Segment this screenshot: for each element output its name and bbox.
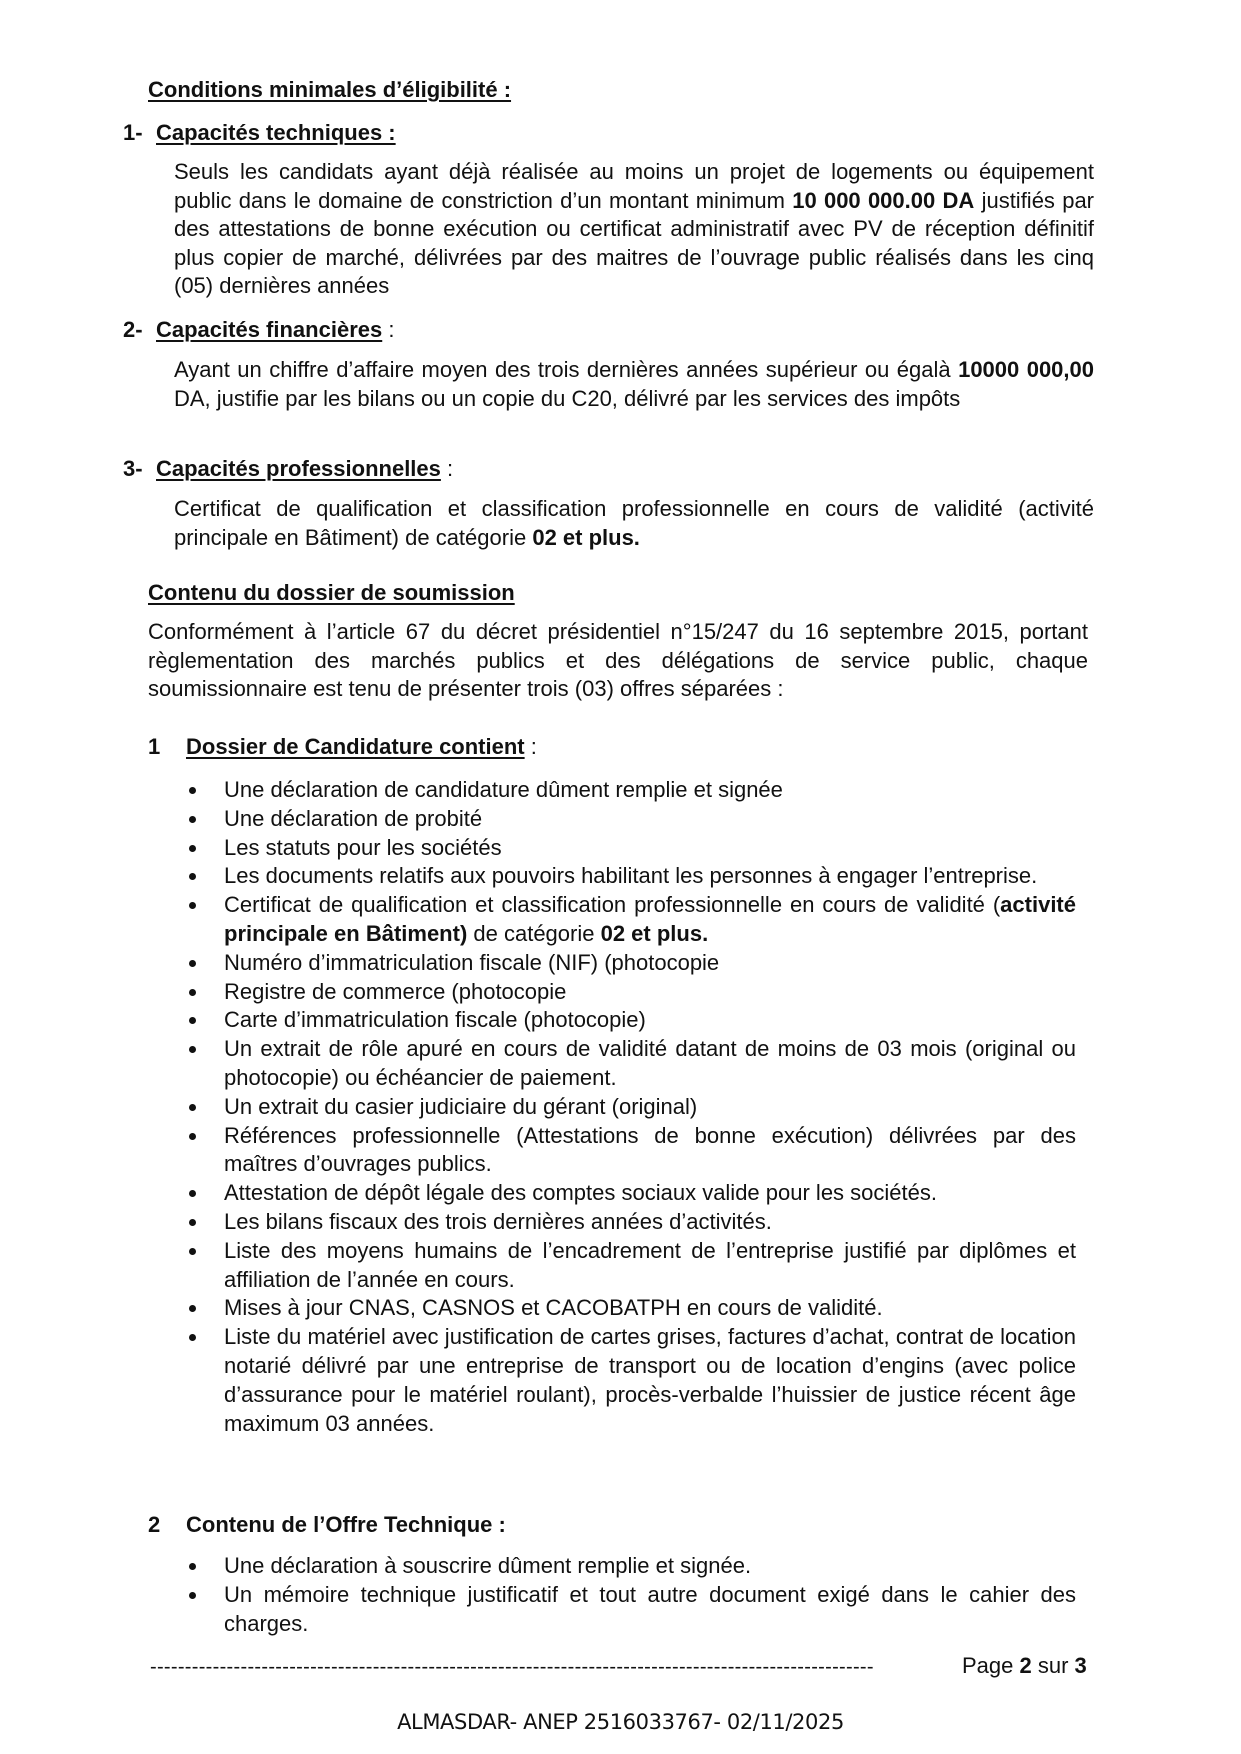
- bold-text: 10000 000,00: [958, 357, 1094, 382]
- section-number: 2: [148, 1512, 161, 1537]
- bullet-icon: [189, 845, 196, 852]
- technical-offer-list: [186, 1552, 1076, 1638]
- text-run: Les statuts pour les sociétés: [224, 834, 502, 860]
- section-number: 3-: [123, 456, 143, 481]
- text-run: de catégorie: [467, 920, 601, 946]
- text-run: Liste des moyens humains de l’encadrement de l’entreprise justifié par diplômes et affiliation de l’année en cours.: [224, 1237, 1076, 1292]
- section-label-suffix: :: [524, 734, 537, 759]
- bullet-icon: [189, 1104, 196, 1111]
- text-run: Carte d’immatriculation fiscale (photocopie): [224, 1007, 646, 1033]
- bullet-icon: [189, 1219, 196, 1226]
- section-label-suffix: :: [440, 456, 454, 481]
- bullet-icon: [189, 1248, 196, 1255]
- bullet-icon: [189, 873, 196, 880]
- section-label: Capacités financières: [156, 317, 383, 342]
- list-item: [186, 1006, 1076, 1035]
- list-item: [186, 1581, 1076, 1639]
- bullet-icon: [189, 1592, 196, 1599]
- list-item: [186, 1552, 1076, 1581]
- text-run: Un mémoire technique justificatif et tout autre document exigé dans le cahier des charges.: [224, 1581, 1076, 1636]
- bullet-icon: [189, 960, 196, 967]
- section-label: Dossier de Candidature contient: [186, 734, 525, 759]
- text-run: Une déclaration à souscrire dûment remplie et signée.: [224, 1553, 752, 1578]
- section-label: Capacités techniques :: [156, 120, 396, 145]
- text-run: Certificat de qualification et classification professionnelle en cours de validité (: [224, 892, 1001, 918]
- bold-text: activité principale en Bâtiment): [224, 892, 1076, 946]
- text-run: Registre de commerce (photocopie: [224, 978, 567, 1004]
- text-run: justifiés par des attestations de bonne exécution ou certificat administratif avec PV de réception définitif plus copier de marché, délivrées par des maitres de l’ouvrage public réalisés dans les cinq (05) dernières années: [174, 187, 1095, 298]
- list-item: [186, 1093, 1076, 1122]
- text-run: Attestation de dépôt légale des comptes sociaux valide pour les sociétés.: [224, 1180, 937, 1206]
- text-run: Seuls les candidats ayant déjà réalisée au moins un projet de logements ou équipement public dans le domaine de constriction d’un montant minimum: [174, 159, 1094, 213]
- list-item: [186, 1323, 1076, 1438]
- text-run: Un extrait de rôle apuré en cours de validité datant de moins de 03 mois (original ou photocopie) ou échéancier de paiement.: [224, 1036, 1076, 1090]
- list-item: [186, 862, 1076, 891]
- section-number: 1: [148, 734, 161, 759]
- bold-text: 02 et plus.: [532, 524, 640, 550]
- text-run: Un extrait du casier judiciaire du gérant (original): [224, 1093, 698, 1119]
- list-item: [186, 1179, 1076, 1208]
- list-item: [186, 978, 1076, 1007]
- page-mid: sur: [1031, 1653, 1075, 1678]
- text-run: Une déclaration de candidature dûment remplie et signée: [224, 777, 783, 802]
- list-item: [186, 1208, 1076, 1237]
- bullet-icon: [189, 1563, 196, 1570]
- text-run: DA, justifie par les bilans ou un copie du C20, délivré par les services des impôts: [174, 385, 961, 411]
- text-run: Liste du matériel avec justification de cartes grises, factures d’achat, contrat de location notarié délivré par une entreprise de transport ou de location d’engins (avec police d’assurance pour le matériel roulant), procès-verbalde l’huissier de justice récent âge maximum 03 années.: [224, 1324, 1076, 1436]
- bullet-icon: [189, 1190, 196, 1197]
- section-label: Contenu de l’Offre Technique :: [186, 1512, 506, 1537]
- section-number: 2-: [123, 317, 143, 342]
- page-prefix: Page: [962, 1653, 1020, 1678]
- list-item: [186, 776, 1076, 805]
- submission-intro: Conformément à l’article 67 du décret présidentiel n°15/247 du 16 septembre 2015, portant règlementation des marchés publics et des délégations de service public, chaque soumissionnaire est tenu de présenter trois (03) offres séparées :: [148, 619, 1088, 701]
- text-run: Certificat de qualification et classification professionnelle en cours de validité (activité principale en Bâtiment) de catégorie: [174, 496, 1094, 550]
- bold-text: 10 000 000.00 DA: [792, 187, 975, 213]
- professional-paragraph: [174, 495, 1094, 552]
- publication-stamp: ALMASDAR- ANEP 2516033767- 02/11/2025: [397, 1710, 844, 1734]
- text-run: Une déclaration de probité: [224, 805, 483, 831]
- text-run: Les documents relatifs aux pouvoirs habilitant les personnes à engager l’entreprise.: [224, 863, 1038, 889]
- list-item: [186, 1035, 1076, 1093]
- text-run: Numéro d’immatriculation fiscale (NIF) (photocopie: [224, 949, 720, 975]
- financial-paragraph: [174, 356, 1094, 413]
- bullet-icon: [189, 1305, 196, 1312]
- bullet-icon: [189, 816, 196, 823]
- bullet-icon: [189, 787, 196, 794]
- section-number: 1-: [123, 120, 143, 145]
- list-item: [186, 834, 1076, 863]
- section-label-suffix: :: [382, 317, 395, 342]
- bullet-icon: [189, 1334, 196, 1341]
- list-item: [186, 949, 1076, 978]
- submission-title: Contenu du dossier de soumission: [148, 580, 515, 605]
- footer-separator: --------------------------------------------------------------------------------------------------------: [150, 1656, 874, 1678]
- text-run: Les bilans fiscaux des trois dernières années d’activités.: [224, 1208, 772, 1234]
- page-number: [962, 1653, 1087, 1679]
- list-item: [186, 805, 1076, 834]
- page-total: 3: [1074, 1653, 1087, 1678]
- bullet-icon: [189, 1133, 196, 1140]
- technical-paragraph: [174, 158, 1094, 301]
- page-current: 2: [1019, 1653, 1032, 1678]
- bullet-icon: [189, 902, 196, 909]
- text-run: Références professionnelle (Attestations de bonne exécution) délivrées par des maîtres d’ouvrages publics.: [224, 1122, 1076, 1177]
- list-item: [186, 891, 1076, 949]
- candidature-list: [186, 776, 1076, 1438]
- list-item: [186, 1237, 1076, 1295]
- bold-text: 02 et plus.: [600, 920, 709, 946]
- text-run: Ayant un chiffre d’affaire moyen des trois dernières années supérieur ou égalà: [174, 357, 959, 382]
- list-item: [186, 1294, 1076, 1323]
- bullet-icon: [189, 1017, 196, 1024]
- text-run: Mises à jour CNAS, CASNOS et CACOBATPH en cours de validité.: [224, 1295, 883, 1321]
- list-item: [186, 1122, 1076, 1180]
- eligibility-title: Conditions minimales d’éligibilité :: [148, 77, 512, 102]
- section-label: Capacités professionnelles: [156, 456, 441, 481]
- bullet-icon: [189, 989, 196, 996]
- bullet-icon: [189, 1046, 196, 1053]
